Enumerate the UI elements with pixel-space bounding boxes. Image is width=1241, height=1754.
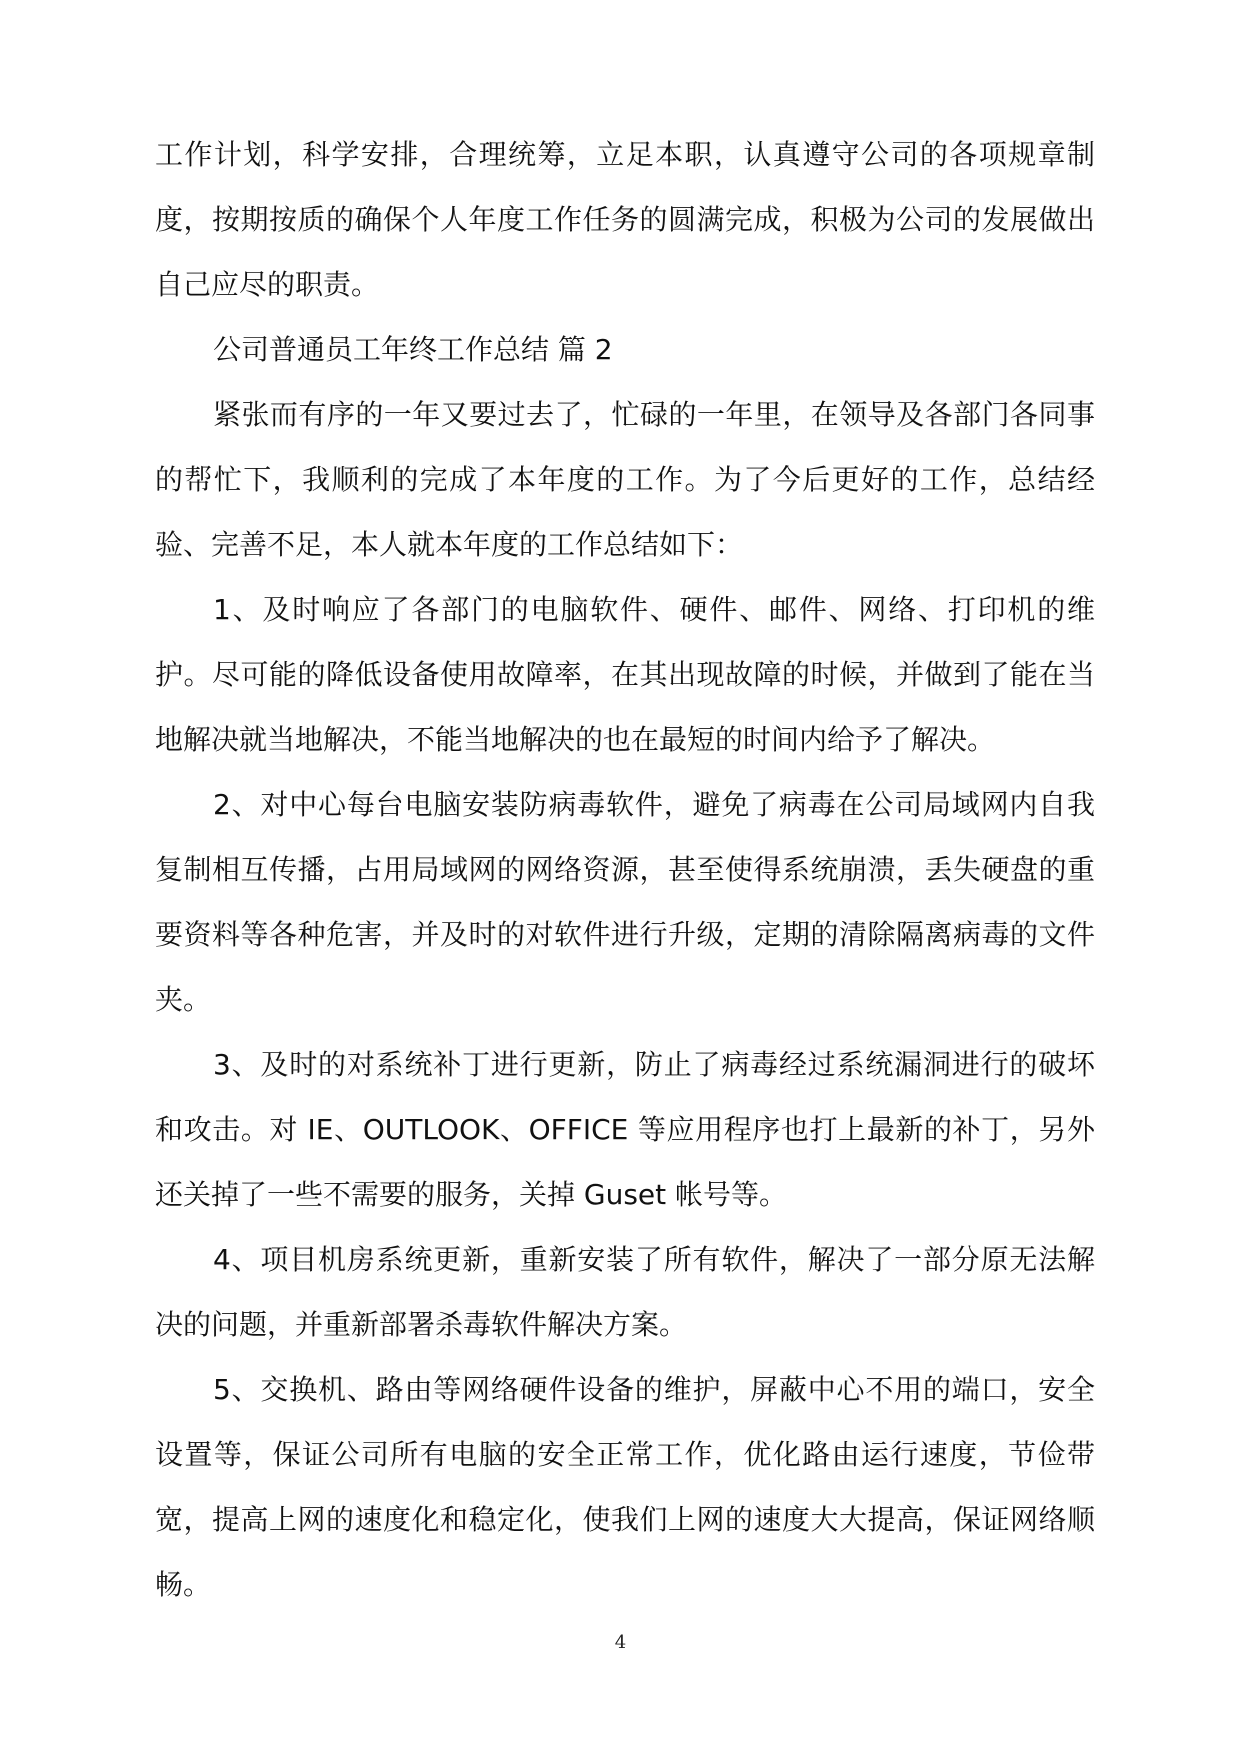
list-item-4: 4、项目机房系统更新，重新安装了所有软件，解决了一部分原无法解决的问题，并重新部署杀毒软件解决方案。 bbox=[155, 1243, 1095, 1341]
paragraph-continuation: 工作计划，科学安排，合理统筹，立足本职，认真遵守公司的各项规章制度，按期按质的确保个人年度工作任务的圆满完成，积极为公司的发展做出自己应尽的职责。 bbox=[155, 138, 1095, 301]
document-body bbox=[155, 122, 1095, 1617]
section-heading: 公司普通员工年终工作总结 篇 2 bbox=[213, 333, 613, 366]
list-item-5: 5、交换机、路由等网络硬件设备的维护，屏蔽中心不用的端口，安全设置等，保证公司所有电脑的安全正常工作，优化路由运行速度，节俭带宽，提高上网的速度化和稳定化，使我们上网的速度大大提高，保证网络顺畅。 bbox=[155, 1373, 1095, 1601]
list-item-2: 2、对中心每台电脑安装防病毒软件，避免了病毒在公司局域网内自我复制相互传播，占用局域网的网络资源，甚至使得系统崩溃，丢失硬盘的重要资料等各种危害，并及时的对软件进行升级，定期的清除隔离病毒的文件夹。 bbox=[155, 788, 1095, 1016]
list-item-1: 1、及时响应了各部门的电脑软件、硬件、邮件、网络、打印机的维护。尽可能的降低设备使用故障率，在其出现故障的时候，并做到了能在当地解决就当地解决，不能当地解决的也在最短的时间内给予了解决。 bbox=[155, 593, 1095, 756]
page-number: 4 bbox=[614, 1632, 627, 1653]
paragraph-intro: 紧张而有序的一年又要过去了，忙碌的一年里，在领导及各部门各同事的帮忙下，我顺利的完成了本年度的工作。为了今后更好的工作，总结经验、完善不足，本人就本年度的工作总结如下： bbox=[155, 398, 1095, 561]
list-item-3: 3、及时的对系统补丁进行更新，防止了病毒经过系统漏洞进行的破坏和攻击。对 IE、OUTLOOK、OFFICE 等应用程序也打上最新的补丁，另外还关掉了一些不需要的服务，关掉 Guset 帐号等。 bbox=[155, 1048, 1095, 1211]
